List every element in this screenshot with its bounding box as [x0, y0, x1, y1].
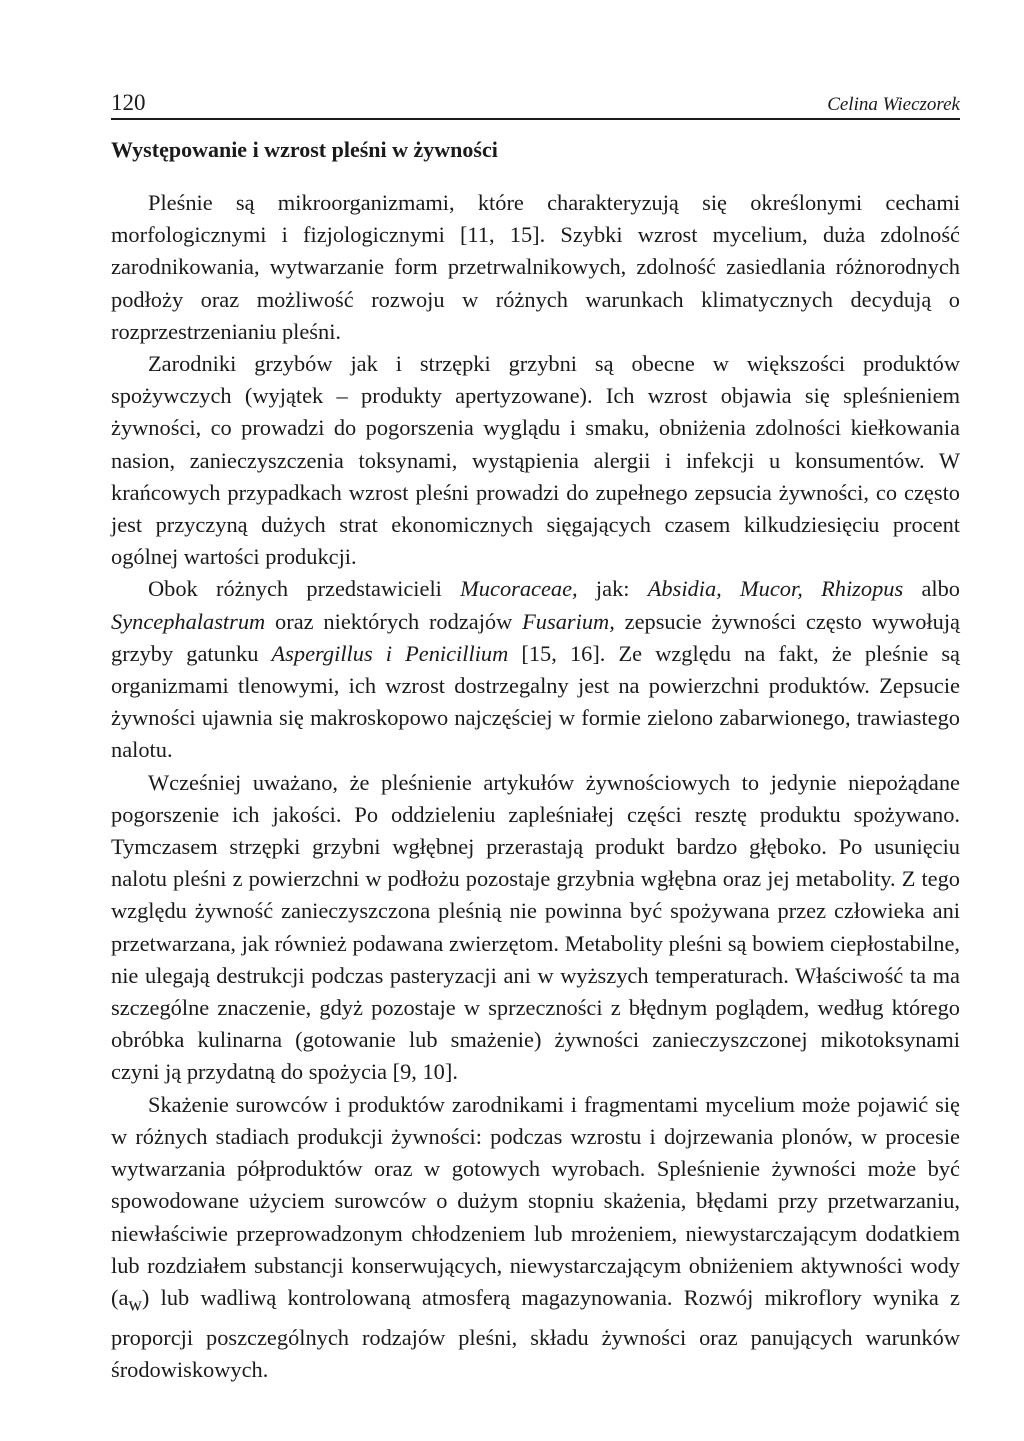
section-heading: Występowanie i wzrost pleśni w żywności — [111, 137, 498, 162]
running-head-author: Celina Wieczorek — [827, 94, 960, 115]
paragraph-5-text: Skażenie surowców i produktów zarodnikami i fragmentami mycelium może pojawić się w różnych stadiach produkcji żywności: podczas wzrostu i dojrzewania plonów, w procesie wytwarzania półproduktów oraz w gotowych wyrobach. Spleśnienie żywności może być spowodowane użyciem surowców o dużym stopniu skażenia, błędami przy przetwarzaniu, niewłaściwie przeprowadzonym chłodzeniem lub mrożeniem, niewystarczającym dodatkiem lub rozdziałem substancji konserwujących, niewystarczającym obniżeniem aktywności wody (a — [111, 1091, 960, 1310]
taxon-genera: Absidia, Mucor, Rhizopus — [647, 576, 904, 602]
taxon-fusarium: Fusarium, — [522, 608, 615, 634]
taxon-aspergillus-penicillium: Aspergillus i Penicillium — [271, 640, 509, 666]
paragraph-5-text: ) lub wadliwą kontrolowaną atmosferą magazynowania. Rozwój mikroflory wynika z proporcji poszczególnych rodzajów pleśni, składu żywności oraz panujących warunków środowiskowych. — [111, 1284, 960, 1382]
paragraph-4: Wcześniej uważano, że pleśnienie artykułów żywnościowych to jedynie niepożądane pogorszenie ich jakości. Po oddzieleniu zapleśniałej części resztę produktu spożywano. Tymczasem strzępki grzybni wgłębnej przerastają produkt bardzo głęboko. Po usunięciu nalotu pleśni z powierzchni w podłożu pozostaje grzybnia wgłębna oraz jej metabolity. Z tego względu żywność zanieczyszczona pleśnią nie powinna być spożywana przez człowieka ani przetwarzana, jak również podawana zwierzętom. Metabolity pleśni są bowiem ciepłostabilne, nie ulegają destrukcji podczas pasteryzacji ani w wyższych temperaturach. Właściwość ta ma szczególne znaczenie, gdyż pozostaje w sprzeczności z błędnym poglądem, według którego obróbka kulinarna (gotowanie lub smażenie) żywności zanieczyszczonej mikotoksynami czyni ją przydatną do spożycia [9, 10]. — [111, 769, 960, 1085]
body-text — [111, 187, 960, 1386]
page-number: 120 — [111, 90, 146, 115]
water-activity-subscript: w — [128, 1294, 142, 1316]
paragraph-3-text: jak: — [577, 576, 648, 602]
paragraph-3-text: albo — [903, 576, 960, 602]
page — [111, 78, 960, 1386]
paragraph-2: Zarodniki grzybów jak i strzępki grzybni są obecne w większości produktów spożywczych (wyjątek – produkty apertyzowane). Ich wzrost objawia się spleśnieniem żywności, co prowadzi do pogorszenia wyglądu i smaku, obniżenia zdolności kiełkowania nasion, zanieczyszczenia toksynami, wystąpienia alergii i infekcji u konsumentów. W krańcowych przypadkach wzrost pleśni prowadzi do zupełnego zepsucia żywności, co często jest przyczyną dużych strat ekonomicznych sięgających czasem kilkudziesięciu procent ogólnej wartości produkcji. — [111, 351, 960, 570]
paragraph-3 — [111, 573, 960, 766]
taxon-mucoraceae: Mucoraceae, — [460, 576, 578, 602]
paragraph-3-text: [15, 16]. Ze względu na fakt, że pleśnie są organizmami tlenowymi, ich wzrost dostrzegalny jest na powierzchni produktów. Zepsucie żywności ujawnia się makroskopowo najczęściej w formie zielono zabarwionego, trawiastego nalotu. — [111, 640, 960, 763]
running-header — [111, 78, 960, 120]
paragraph-3-text: Obok różnych przedstawicieli — [148, 576, 461, 602]
paragraph-3-text: oraz niektórych rodzajów — [265, 608, 523, 634]
paragraph-1: Pleśnie są mikroorganizmami, które charakteryzują się określonymi cechami morfologicznymi i fizjologicznymi [11, 15]. Szybki wzrost mycelium, duża zdolność zarodnikowania, wytwarzanie form przetrwalnikowych, zdolność zasiedlania różnorodnych podłoży oraz możliwość rozwoju w różnych warunkach klimatycznych decydują o rozprzestrzenianiu pleśni. — [111, 190, 960, 344]
paragraph-3-text: zepsucie żywności często wywołują grzyby gatunku — [111, 608, 960, 666]
paragraph-5 — [111, 1089, 960, 1386]
taxon-syncephalastrum: Syncephalastrum — [111, 608, 266, 634]
